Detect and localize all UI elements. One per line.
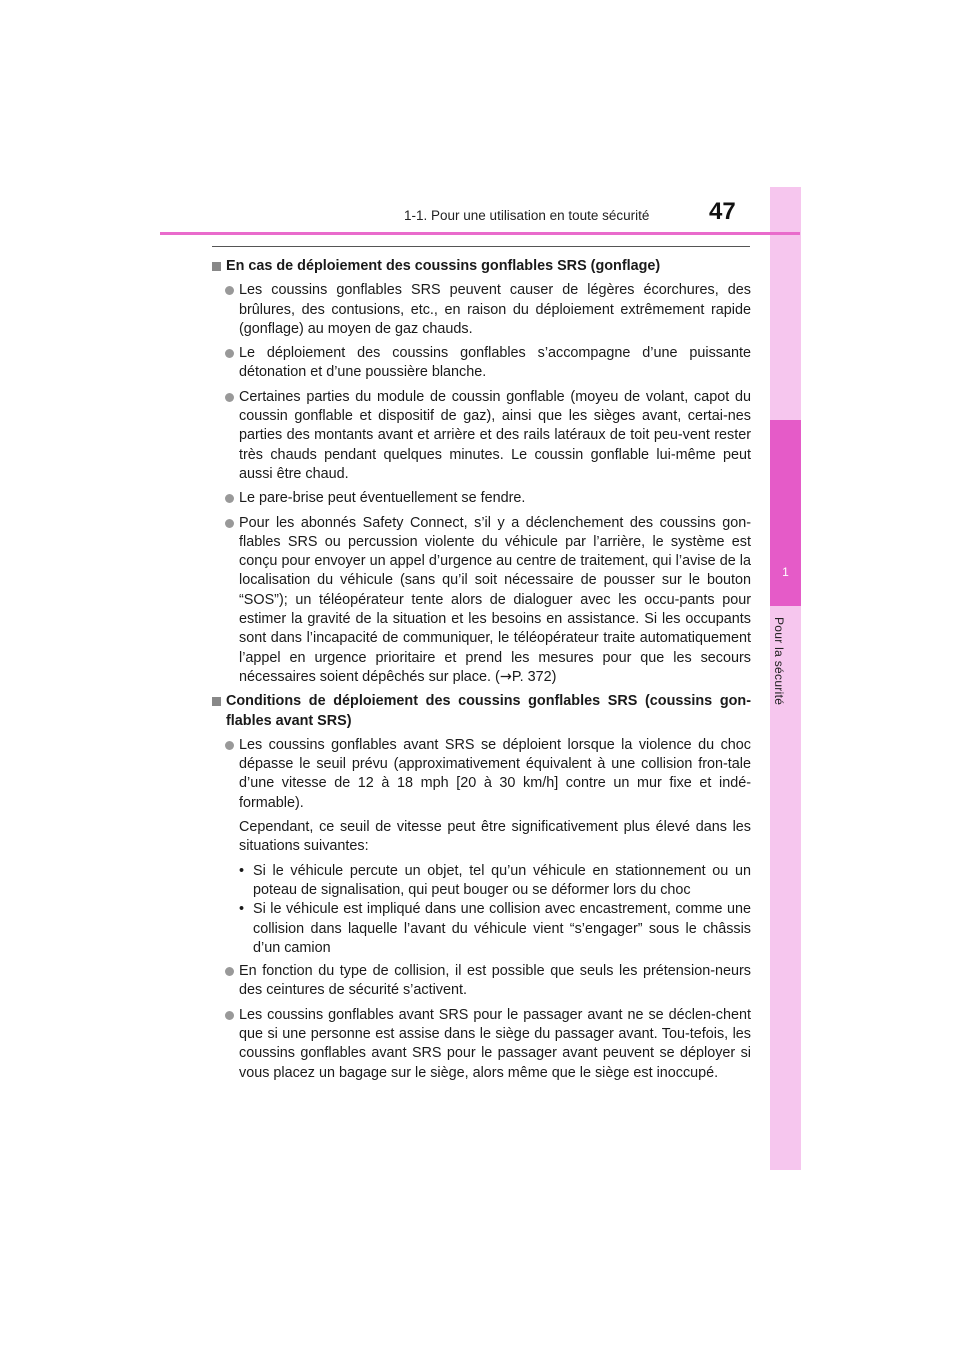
list-item-text: Les coussins gonflables avant SRS se déploient lorsque la violence du choc dépasse le seuil prévu (approximativement équivalent à une collision fron-tale d’une vitesse de 12 à 18 mph [20 à 30 km/h] contre un mur fixe et indé-formable). (239, 736, 751, 811)
list-item-text: Les coussins gonflables avant SRS pour le passager avant ne se déclen-chent que si une personne est assise dans le siège du passager avant. Tou-tefois, les coussins gonflables avant SRS pour le passager avant peuvent se déployer si vous placez un bagage sur le siège, alors même que le siège est inoccupé. (239, 1006, 751, 1081)
heading-text: En cas de déploiement des coussins gonflables SRS (gonflage) (226, 258, 661, 274)
round-bullet-icon (225, 519, 234, 528)
section-title: 1-1. Pour une utilisation en toute sécurité (404, 208, 650, 223)
round-bullet-icon (225, 393, 234, 402)
chapter-side-tab (770, 187, 801, 1170)
round-bullet-icon (225, 349, 234, 358)
header-rule (160, 232, 800, 235)
square-bullet-icon (212, 262, 221, 271)
round-bullet-icon (225, 286, 234, 295)
sub-list-item-text: Si le véhicule percute un objet, tel qu’un véhicule en stationnement ou un poteau de signalisation, qui peut bouger ou se déformer lors du choc (253, 862, 751, 898)
section-heading (212, 257, 751, 276)
list-item (212, 344, 751, 383)
list-item-text: Le déploiement des coussins gonflables s’accompagne d’une puissante détonation et d’une poussière blanche. (239, 345, 751, 381)
list-item-text: Pour les abonnés Safety Connect, s’il y a déclenchement des coussins gon-flables SRS ou percussion violente du véhicule par l’arrière, le système est conçu pour envoyer un appel d’urgence au centre de traitement, qui l’avise de la localisation du véhicule (sans qu’il soit nécessaire de pousser sur le bouton “SOS”); un téléopérateur tente alors de dialoguer avec les occu-pants pour estimer la gravité de la situation et les besoins en assistance. Si les occupants sont dans l’incapacité de communiquer, le téléopérateur traite automatiquement l’appel en urgence prioritaire et prend les mesures pour que les secours nécessaires soient dépêchés sur place. ( (239, 514, 751, 685)
page-reference-link[interactable]: P. 372) (511, 668, 557, 685)
list-item (212, 514, 751, 688)
content-rule (212, 246, 750, 247)
list-item (212, 489, 751, 508)
sub-list-item-text: Si le véhicule est impliqué dans une collision avec encastrement, comme une collision dans laquelle l’avant du véhicule vient “s’engager” sous le châssis d’un camion (253, 901, 751, 956)
list-item-text: Le pare-brise peut éventuellement se fendre. (239, 490, 526, 507)
round-bullet-icon (225, 967, 234, 976)
list-item-text: Certaines parties du module de coussin gonflable (moyeu de volant, capot du coussin gonflable et dispositif de gaz), ainsi que les sièges avant, certai-nes parties des montants avant et arrière et des rails latéraux de toit peu-vent rester très chauds pendant quelques minutes. Le coussin gonflable lui-même peut aussi être chaud. (239, 388, 751, 482)
chapter-number: 1 (782, 565, 789, 579)
list-item (212, 736, 751, 813)
sub-bullet-marker: • (239, 862, 245, 879)
round-bullet-icon (225, 741, 234, 750)
list-item-text: En fonction du type de collision, il est possible que seuls les prétension-neurs des ceintures de sécurité s’activent. (239, 963, 751, 999)
sub-list (212, 862, 751, 958)
list-item-text: Les coussins gonflables SRS peuvent causer de légères écorchures, des brûlures, des contusions, etc., en raison du déploiement extrêmement rapide (gonflage) au moyen de gaz chauds. (239, 282, 751, 337)
chapter-title: Pour la sécurité (772, 617, 786, 706)
paragraph: Cependant, ce seuil de vitesse peut être significativement plus élevé dans les situations suivantes: (239, 819, 751, 855)
heading-text: Conditions de déploiement des coussins gonflables SRS (coussins gon-flables avant SRS) (226, 693, 751, 729)
square-bullet-icon (212, 697, 221, 706)
sub-list-item (212, 862, 751, 901)
page-reference-arrow-icon: → (499, 668, 512, 685)
sub-bullet-marker: • (239, 901, 245, 918)
section-heading (212, 692, 751, 731)
sub-list-item (212, 900, 751, 958)
round-bullet-icon (225, 1011, 234, 1020)
list-item (212, 281, 751, 339)
round-bullet-icon (225, 494, 234, 503)
page-content (212, 257, 751, 1088)
list-item (212, 1006, 751, 1083)
list-item (212, 962, 751, 1001)
list-item (212, 388, 751, 484)
page-number: 47 (709, 198, 736, 225)
